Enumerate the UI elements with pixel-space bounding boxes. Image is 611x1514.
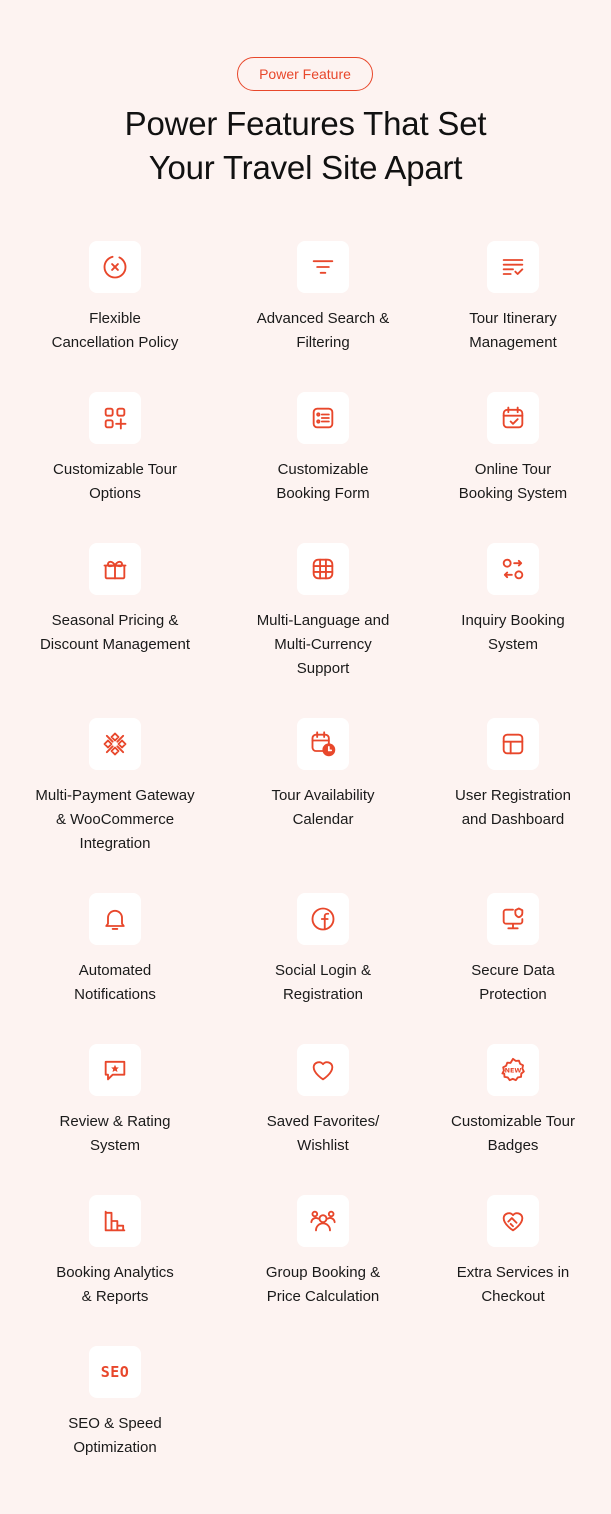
feature-item <box>20 241 210 355</box>
feature-label-line: Registration <box>282 986 364 1003</box>
feature-label-line: and Dashboard <box>461 811 565 828</box>
feature-label-line: Cancellation Policy <box>51 334 179 351</box>
feature-label <box>418 307 608 355</box>
feature-label-line: Calendar <box>292 811 354 828</box>
feature-label-line: Integration <box>79 835 151 852</box>
facebook-icon <box>297 893 349 945</box>
feature-label <box>228 959 418 1007</box>
feature-label-line: SEO & Speed <box>68 1415 162 1432</box>
feature-label-line: Support <box>296 660 350 677</box>
feature-label-line: User Registration <box>455 787 571 804</box>
feature-label <box>418 959 608 1007</box>
feature-label-line: Booking Form <box>276 485 370 502</box>
calendar-clock-icon <box>297 718 349 770</box>
group-icon <box>297 1195 349 1247</box>
feature-label <box>418 1110 608 1158</box>
feature-label-line: Notifications <box>74 986 156 1003</box>
feature-label <box>20 959 210 1007</box>
feature-item <box>418 543 608 657</box>
feature-label-line: Seasonal Pricing & <box>51 612 179 629</box>
swap-icon <box>487 543 539 595</box>
feature-label <box>228 1261 418 1309</box>
feature-label-line: Extra Services in <box>456 1264 570 1281</box>
feature-label-line: Customizable Tour <box>53 461 177 478</box>
itinerary-list-icon <box>487 241 539 293</box>
filter-icon <box>297 241 349 293</box>
feature-label-line: Checkout <box>481 1288 545 1305</box>
feature-item <box>228 392 418 506</box>
feature-label <box>20 784 210 856</box>
feature-label-line: Social Login & <box>275 962 371 979</box>
feature-item <box>228 1195 418 1309</box>
feature-label-line: Multi-Payment Gateway <box>35 787 195 804</box>
feature-label-line: Booking Analytics <box>56 1264 174 1281</box>
feature-label-line: Discount Management <box>39 636 191 653</box>
feature-label <box>228 458 418 506</box>
feature-label-line: Management <box>469 334 557 351</box>
secure-monitor-icon <box>487 893 539 945</box>
feature-item <box>228 241 418 355</box>
feature-item <box>20 1044 210 1158</box>
feature-label-line: Secure Data <box>471 962 555 979</box>
feature-item <box>20 392 210 506</box>
feature-label <box>20 1261 210 1309</box>
feature-label-line: Tour Availability <box>271 787 375 804</box>
feature-label <box>418 784 608 832</box>
feature-label-line: & Reports <box>81 1288 149 1305</box>
feature-label <box>20 1412 210 1460</box>
payment-cross-icon <box>89 718 141 770</box>
globe-grid-icon <box>297 543 349 595</box>
bell-icon <box>89 893 141 945</box>
feature-label-line: Customizable <box>277 461 369 478</box>
feature-item <box>20 1346 210 1460</box>
feature-label-line: Advanced Search & <box>256 310 390 327</box>
feature-item <box>418 893 608 1007</box>
feature-label <box>228 1110 418 1158</box>
feature-label <box>228 784 418 832</box>
gift-icon <box>89 543 141 595</box>
feature-label-line: Wishlist <box>297 1137 349 1154</box>
feature-item <box>20 543 210 657</box>
feature-label <box>418 458 608 506</box>
feature-item <box>418 1044 608 1158</box>
cancel-clock-icon <box>89 241 141 293</box>
analytics-icon <box>89 1195 141 1247</box>
feature-label-line: Tour Itinerary <box>469 310 557 327</box>
feature-item <box>228 543 418 681</box>
feature-label-line: Group Booking & <box>265 1264 381 1281</box>
feature-item <box>418 241 608 355</box>
heart-icon <box>297 1044 349 1096</box>
title-line-2: Your Travel Site Apart <box>148 149 463 186</box>
feature-label-line: Filtering <box>296 334 350 351</box>
dashboard-layout-icon <box>487 718 539 770</box>
feature-item <box>228 893 418 1007</box>
feature-label <box>20 1110 210 1158</box>
review-star-icon <box>89 1044 141 1096</box>
feature-label-line: Inquiry Booking <box>461 612 565 629</box>
feature-label <box>228 609 418 681</box>
calendar-check-icon <box>487 392 539 444</box>
feature-label-line: System <box>89 1137 140 1154</box>
form-icon <box>297 392 349 444</box>
feature-label <box>20 307 210 355</box>
feature-label <box>418 609 608 657</box>
new-badge-icon <box>487 1044 539 1096</box>
feature-label-line: Review & Rating <box>59 1113 171 1130</box>
feature-label-line: Protection <box>479 986 547 1003</box>
feature-label-line: Optimization <box>73 1439 157 1456</box>
feature-label <box>418 1261 608 1309</box>
feature-item <box>418 1195 608 1309</box>
feature-label <box>20 609 210 657</box>
feature-label-line: Automated <box>78 962 152 979</box>
feature-label-line: Multi-Language and <box>256 612 390 629</box>
power-feature-badge: Power Feature <box>237 57 373 91</box>
heart-handshake-icon <box>487 1195 539 1247</box>
feature-item <box>20 893 210 1007</box>
seo-icon <box>89 1346 141 1398</box>
feature-label-line: Options <box>89 485 141 502</box>
feature-label <box>20 458 210 506</box>
feature-item <box>20 718 210 856</box>
feature-label-line: Saved Favorites/ <box>266 1113 380 1130</box>
feature-item <box>418 718 608 832</box>
feature-item <box>228 718 418 832</box>
svg-text:NEW: NEW <box>504 1066 522 1075</box>
feature-item <box>20 1195 210 1309</box>
feature-label-line: Flexible <box>89 310 141 327</box>
feature-label-line: Price Calculation <box>266 1288 380 1305</box>
seo-icon-text: SEO <box>100 1363 130 1381</box>
feature-label-line: & WooCommerce <box>55 811 175 828</box>
title-line-1: Power Features That Set <box>124 105 487 142</box>
grid-plus-icon <box>89 392 141 444</box>
feature-label-line: System <box>487 636 538 653</box>
feature-label <box>228 307 418 355</box>
feature-label-line: Online Tour <box>474 461 552 478</box>
feature-label-line: Booking System <box>458 485 568 502</box>
feature-label-line: Badges <box>487 1137 539 1154</box>
feature-label-line: Multi-Currency <box>274 636 372 653</box>
feature-item <box>228 1044 418 1158</box>
feature-label-line: Customizable Tour <box>451 1113 575 1130</box>
feature-item <box>418 392 608 506</box>
